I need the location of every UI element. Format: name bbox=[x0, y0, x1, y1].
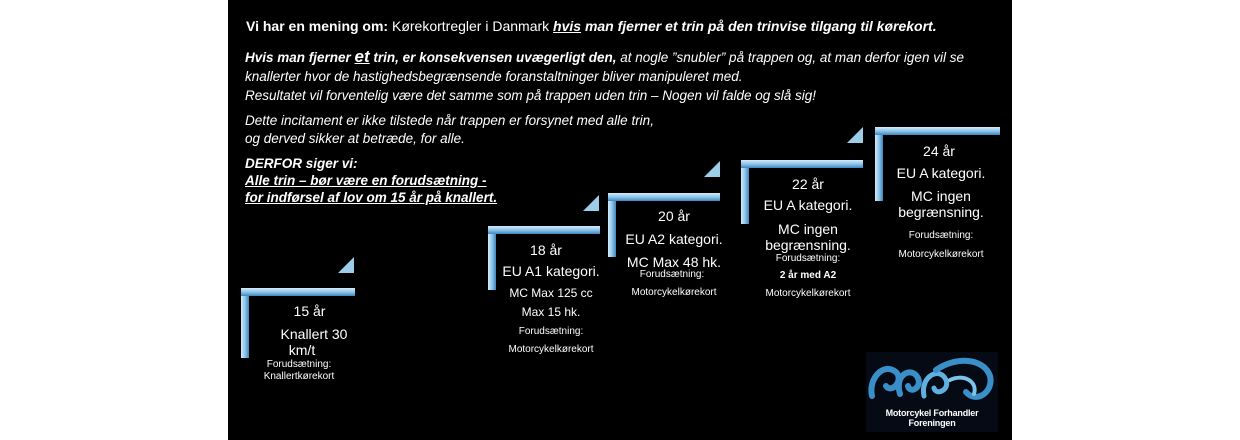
step4-req-bold: 2 år med A2 bbox=[779, 270, 837, 281]
para1-line2: knallerter hvor de hastighedsbegrænsende foranstaltninger bliver manipuleret med. bbox=[245, 69, 743, 84]
step5-req: Motorcykelkørekort bbox=[898, 249, 984, 260]
intro-hvis: hvis bbox=[553, 18, 582, 34]
step2-line2: Max 15 hk. bbox=[521, 305, 581, 319]
step1-age: 15 år bbox=[293, 303, 326, 319]
step4-category: EU A kategori. bbox=[763, 197, 853, 213]
para1-c: at nogle ”snubler” på trappen og, at man derfor igen vil se bbox=[616, 50, 964, 65]
step4-age: 22 år bbox=[792, 176, 824, 192]
step5-req-label: Forudsætning: bbox=[908, 230, 974, 241]
para1-a: Hvis man fjerner bbox=[245, 50, 355, 65]
intro-rest: man fjerner et trin på den trinvise tilgang til kørekort. bbox=[581, 18, 937, 34]
step5-age: 24 år bbox=[923, 143, 955, 159]
step1-req-label: Forudsætning: bbox=[266, 359, 332, 370]
step4-line2: begrænsning. bbox=[765, 237, 851, 253]
step2-line1: MC Max 125 cc bbox=[509, 286, 593, 300]
para1-b: trin, er konsekvensen uvægerligt den, bbox=[369, 50, 617, 65]
step2-req: Motorcykelkørekort bbox=[508, 344, 594, 355]
para3-line1: DERFOR siger vi: bbox=[245, 156, 358, 171]
para2-line1: Dette incitament er ikke tilstede når trappen er forsynet med alle trin, bbox=[245, 113, 654, 128]
step4-req: Motorcykelkørekort bbox=[765, 288, 851, 299]
step1-line1: Knallert 30 bbox=[280, 326, 348, 342]
para1-et: et bbox=[354, 47, 370, 66]
step5-category: EU A kategori. bbox=[896, 165, 986, 181]
step3-line1: MC Max 48 hk. bbox=[626, 254, 722, 270]
para1-line3: Resultatet vil forventelig være det samme som på trappen uden trin – Nogen vil falde og slå sig! bbox=[245, 88, 817, 103]
step1-req: Knallertkørekort bbox=[263, 371, 335, 382]
step5-line1: MC ingen bbox=[911, 188, 971, 204]
step3-category: EU A2 kategori. bbox=[625, 231, 723, 247]
step2-req-label: Forudsætning: bbox=[518, 326, 584, 337]
logo-text: Motorcykel Forhandler Foreningen bbox=[885, 408, 979, 428]
para2-line2: og derved sikker at betræde, for alle. bbox=[245, 131, 465, 146]
step2-age: 18 år bbox=[530, 242, 562, 258]
step4-req-label: Forudsætning: bbox=[775, 253, 841, 264]
intro-topic: Kørekortregler i Danmark bbox=[388, 18, 554, 34]
para3-line2: Alle trin – bør være en forudsætning - bbox=[245, 173, 487, 188]
logo-swirl-icon bbox=[866, 352, 998, 414]
intro-lead: Vi har en mening om: bbox=[246, 18, 389, 34]
step3-req: Motorcykelkørekort bbox=[631, 287, 717, 298]
step3-age: 20 år bbox=[658, 208, 690, 224]
logo bbox=[866, 352, 998, 432]
step1-line2: km/t bbox=[288, 342, 316, 358]
step5-line2: begrænsning. bbox=[898, 204, 984, 220]
slide bbox=[228, 0, 1012, 440]
para3-line3: for indførsel af lov om 15 år på knallert. bbox=[245, 190, 498, 205]
step4-line1: MC ingen bbox=[778, 221, 838, 237]
step2-category: EU A1 kategori. bbox=[502, 263, 600, 279]
step3-req-label: Forudsætning: bbox=[639, 269, 705, 280]
